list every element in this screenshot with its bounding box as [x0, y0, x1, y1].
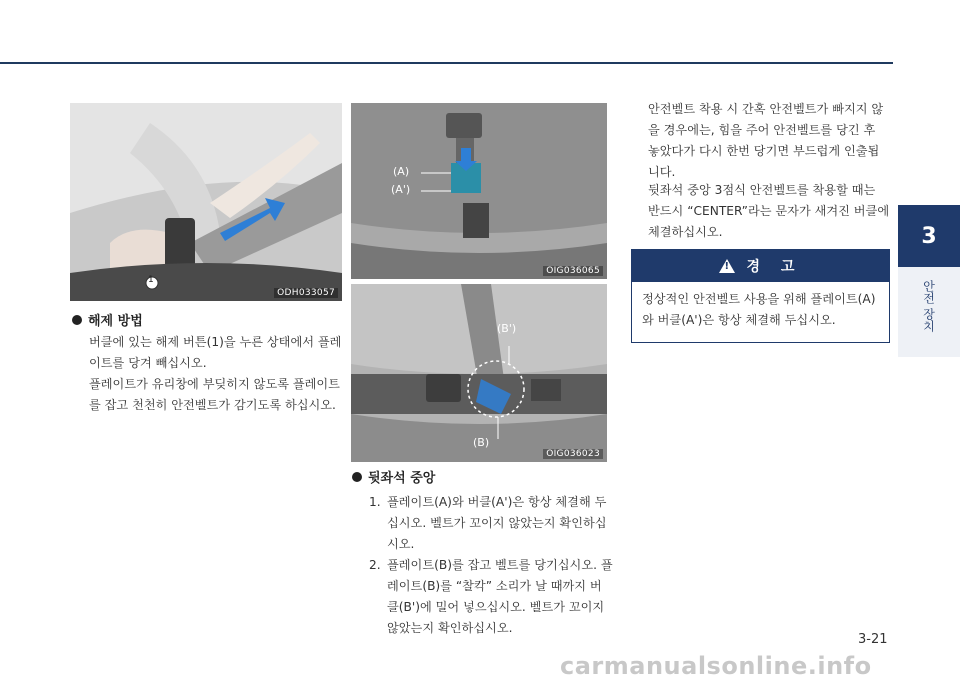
- list-item: [369, 492, 613, 555]
- warning-header: [632, 250, 889, 282]
- release-heading: [72, 310, 143, 329]
- step-text: 플레이트(B)를 잡고 벨트를 당기십시오. 플레이트(B)를 “찰칵” 소리가 날 때까지 버클(B')에 밀어 넣으십시오. 벨트가 꼬이지 않았는지 확인하십시오.: [387, 558, 613, 635]
- callout-1: 1: [148, 275, 154, 285]
- rear-center-steps: [369, 492, 613, 639]
- release-text-1: 버클에 있는 해제 버튼(1)을 누른 상태에서 플레이트를 당겨 빼십시오.: [89, 335, 342, 370]
- rear-center-title: 뒷좌석 중앙: [368, 471, 436, 486]
- release-text-2: 플레이트가 유리창에 부딪히지 않도록 플레이트를 잡고 천천히 안전벨트가 감기도록 하십시오.: [89, 377, 340, 412]
- photo-plate-buckle-a: [351, 103, 607, 279]
- rear-center-heading: [352, 467, 435, 486]
- photo-code: OIG036065: [543, 266, 603, 276]
- label-a-prime: (A'): [391, 183, 411, 196]
- warning-title: 경 고: [746, 259, 803, 275]
- step-text: 플레이트(A)와 버클(A')은 항상 체결해 두십시오. 벨트가 꼬이지 않았는지 확인하십시오.: [387, 495, 607, 551]
- illustration-plate-a: [351, 103, 607, 279]
- photo-buckle-release: [70, 103, 342, 301]
- chapter-number-tab[interactable]: 3: [898, 205, 960, 267]
- photo-plate-buckle-b: [351, 284, 607, 462]
- right-text-2: 뒷좌석 중앙 3점식 안전벨트를 착용할 때는 반드시 “CENTER”라는 문자가 새겨진 버클에 체결하십시오.: [648, 183, 890, 239]
- warning-triangle-icon: !: [719, 259, 735, 273]
- warning-box: [631, 249, 890, 343]
- photo-code: OIG036023: [543, 449, 603, 459]
- photo-code: ODH033057: [274, 288, 338, 298]
- bullet-dot: [72, 315, 82, 325]
- header-rule: [0, 62, 893, 64]
- label-b: (B): [473, 436, 490, 449]
- label-a: (A): [393, 165, 410, 178]
- step-number: 2.: [369, 558, 381, 572]
- illustration-buckle-release: [70, 103, 342, 301]
- chapter-title: 안전 장치: [921, 280, 936, 332]
- label-b-prime: (B'): [497, 322, 517, 335]
- page-number: 3-21: [858, 632, 888, 647]
- list-item: [369, 555, 613, 639]
- watermark: carmanualsonline.info: [560, 652, 872, 680]
- step-number: 1.: [369, 495, 381, 509]
- release-title: 해제 방법: [88, 314, 143, 329]
- right-text-1: 안전벨트 착용 시 간혹 안전벨트가 빠지지 않을 경우에는, 힘을 주어 안전벨트를 당긴 후 놓았다가 다시 한번 당기면 부드럽게 인출됩니다.: [648, 102, 884, 179]
- warning-text: 정상적인 안전벨트 사용을 위해 플레이트(A)와 버클(A')은 항상 체결해 두십시오.: [642, 292, 876, 327]
- bullet-dot: [352, 472, 362, 482]
